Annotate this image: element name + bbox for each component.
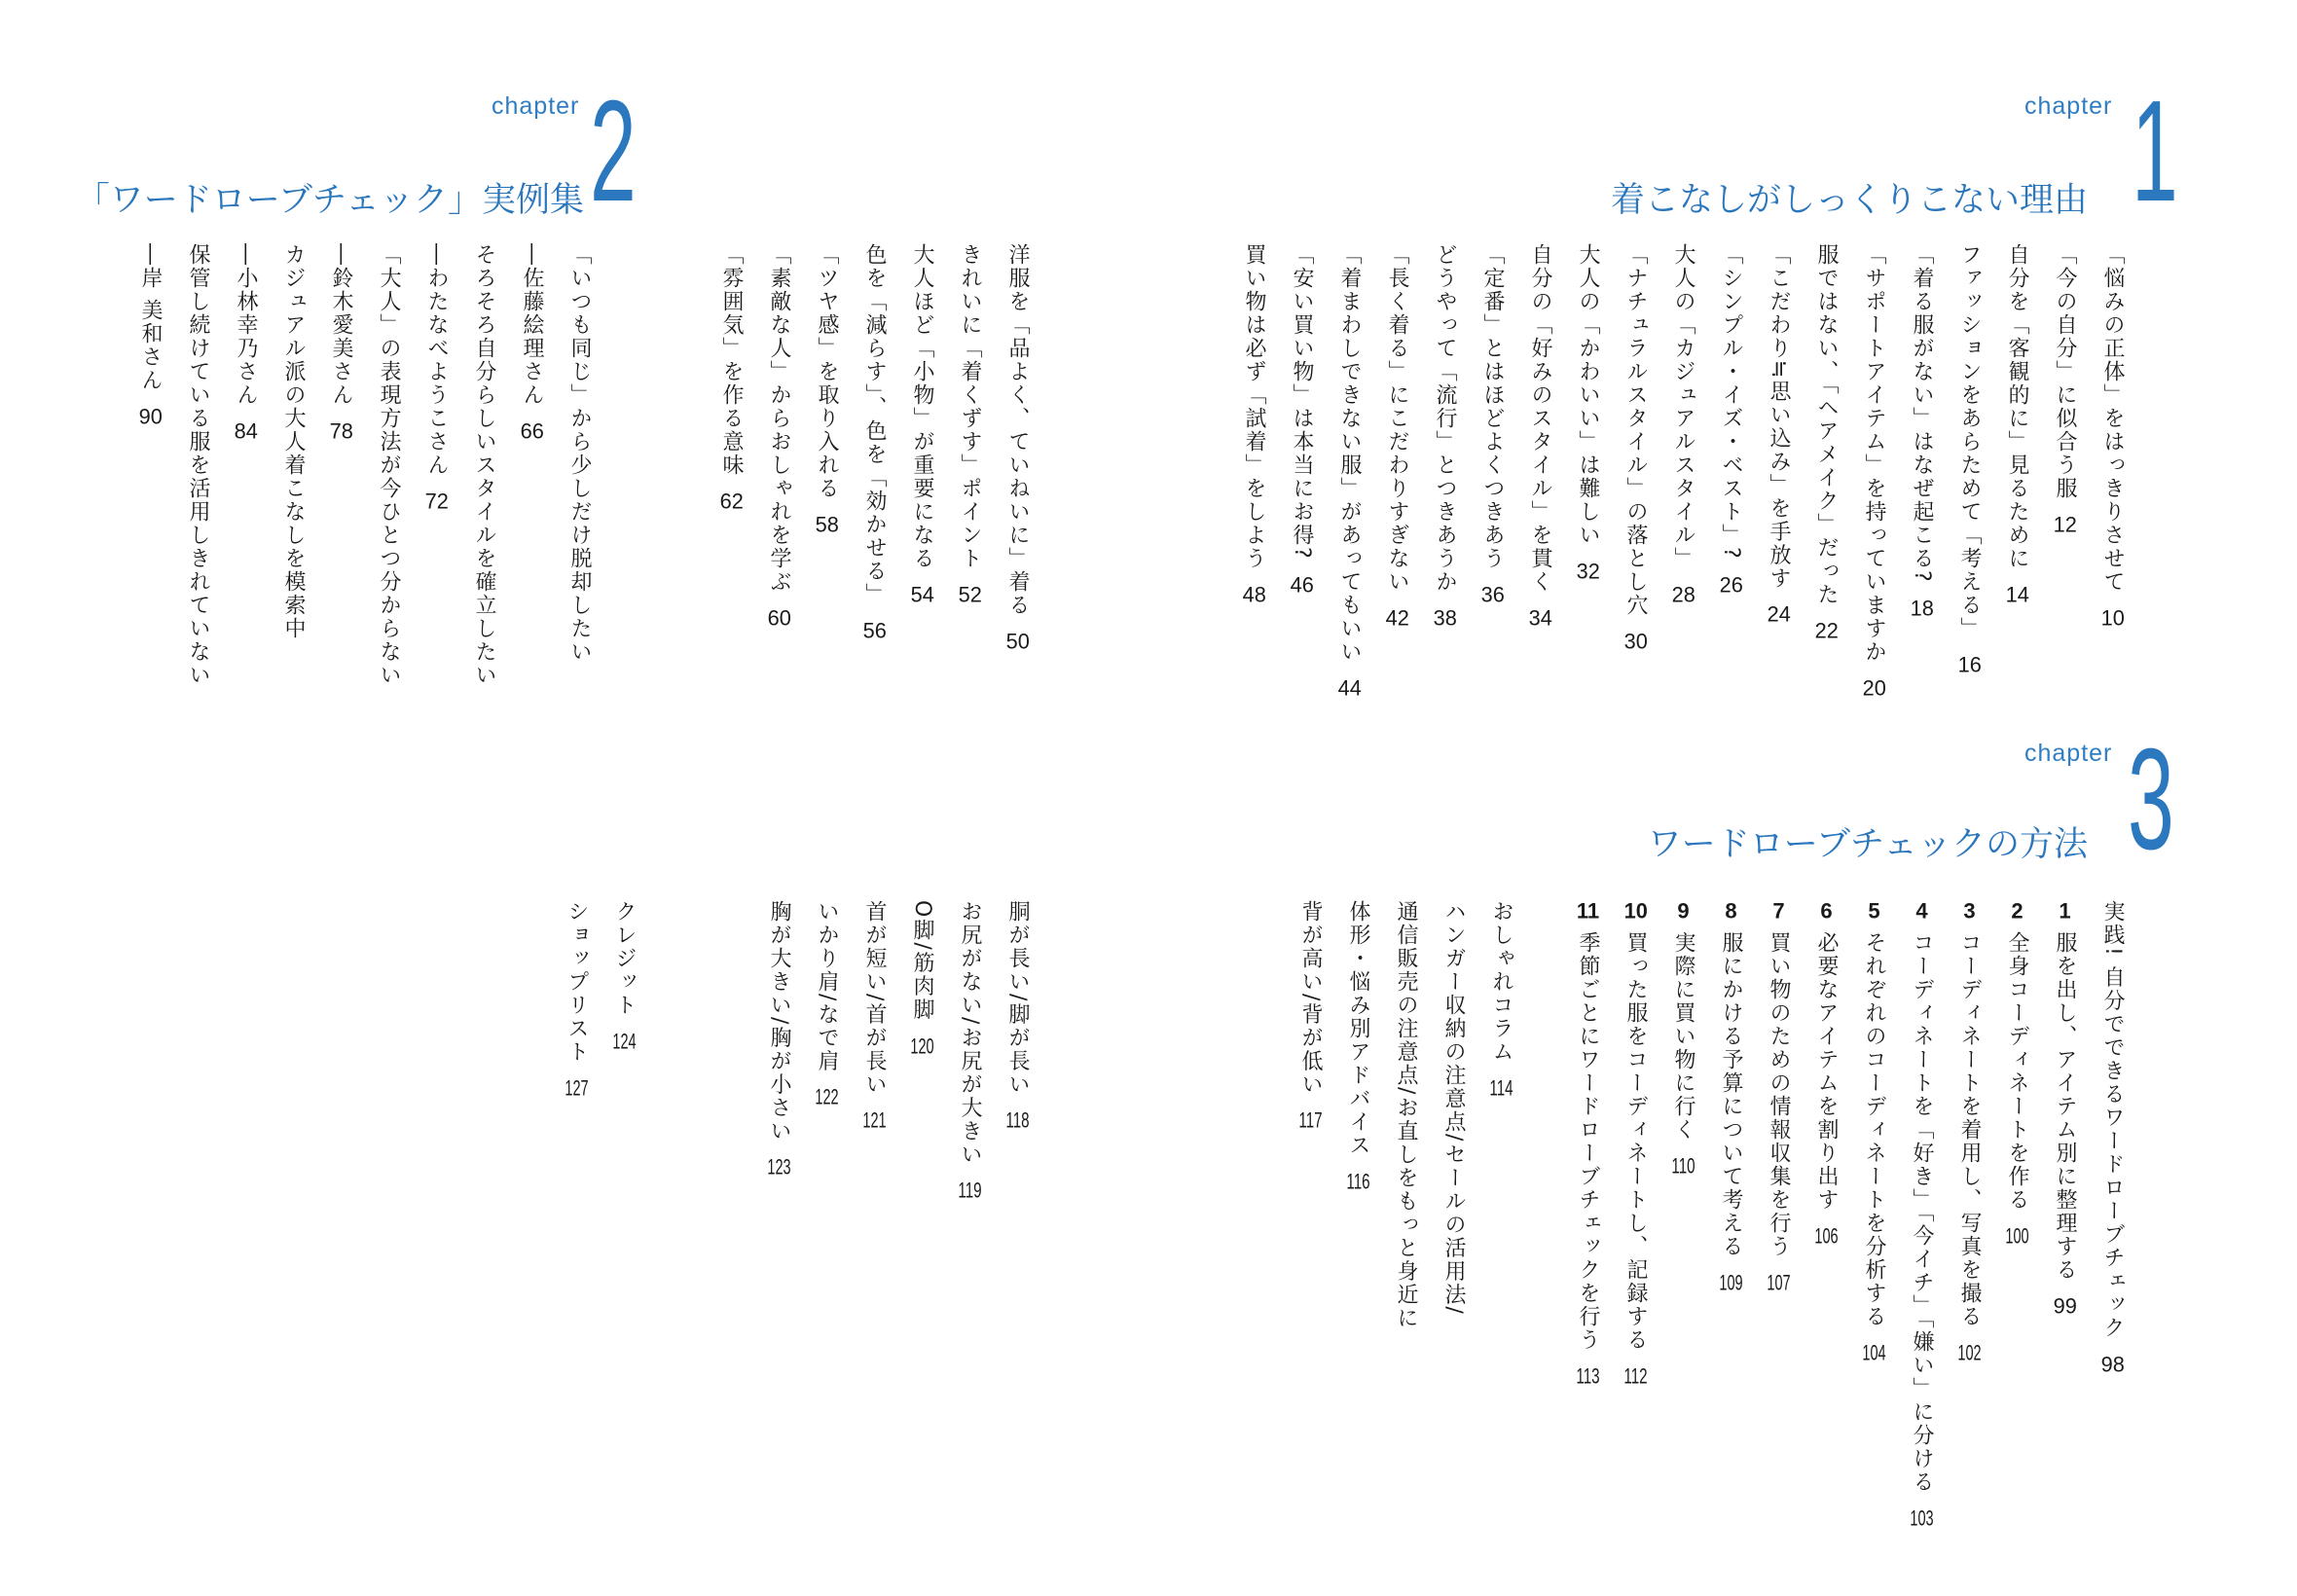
chapter-2-toc-list-b bbox=[122, 243, 599, 710]
toc-entry[interactable]: 3コーディネートを着用し、写真を撮る102 bbox=[1957, 900, 1982, 1363]
toc-entry[interactable]: 通信販売の注意点/お直しをもっと身近に bbox=[1394, 900, 1418, 1330]
toc-entry[interactable]: 「こだわり≒思い込み」を手放す24 bbox=[1767, 243, 1791, 626]
toc-entry[interactable]: 大人の「かわいい」は難しい32 bbox=[1576, 243, 1600, 582]
toc-entry[interactable]: ―わたなべようこさん72 bbox=[424, 243, 449, 512]
toc-entry[interactable]: どうやって「流行」とつきあうか38 bbox=[1433, 243, 1457, 629]
toc-entry[interactable]: ―鈴木愛美さん78 bbox=[329, 243, 353, 442]
toc-entry[interactable]: 11季節ごとにワードローブチェックを行う113 bbox=[1576, 900, 1600, 1387]
toc-entry[interactable]: お尻がない/お尻が大きい119 bbox=[958, 900, 982, 1202]
toc-entry[interactable]: 実践! 自分でできるワードローブチェック98 bbox=[2100, 900, 2125, 1375]
toc-entry[interactable]: ―小林幸乃さん84 bbox=[234, 243, 258, 442]
toc-entry[interactable]: 「悩みの正体」をはっきりさせて10 bbox=[2100, 243, 2125, 629]
toc-entry[interactable]: 「ツヤ感」を取り入れる58 bbox=[815, 243, 839, 535]
toc-entry[interactable]: きれいに「着くずす」ポイント52 bbox=[958, 243, 982, 605]
toc-entry[interactable]: ファッションをあらためて「考える」16 bbox=[1957, 243, 1982, 675]
chapter-1-number: 1 bbox=[2132, 71, 2178, 232]
toc-entry[interactable]: O脚/筋肉脚120 bbox=[910, 900, 934, 1057]
chapter-2-number: 2 bbox=[590, 71, 637, 232]
toc-entry[interactable]: 保管し続けている服を活用しきれていない bbox=[186, 243, 210, 687]
chapter-1-label: chapter bbox=[2024, 92, 2113, 120]
toc-entry[interactable]: 7買い物のための情報収集を行う107 bbox=[1767, 900, 1791, 1293]
toc-entry[interactable]: 「いつも同じ」から少しだけ脱却したい bbox=[567, 243, 592, 664]
toc-entry[interactable]: 8服にかける予算について考える109 bbox=[1719, 900, 1743, 1293]
toc-entry[interactable]: 洋服を「品よく、ていねいに」着る50 bbox=[1005, 243, 1030, 652]
toc-entry[interactable]: ―岸 美和さん90 bbox=[138, 243, 163, 427]
toc-entry[interactable]: 「サポートアイテム」を持っていますか20 bbox=[1862, 243, 1886, 699]
toc-entry[interactable]: 胴が長い/脚が長い118 bbox=[1005, 900, 1030, 1132]
toc-entry[interactable]: 大人の「カジュアルスタイル」28 bbox=[1671, 243, 1695, 605]
toc-entry[interactable]: いかり肩/なで肩122 bbox=[815, 900, 839, 1108]
toc-entry[interactable]: 色を「減らす」、色を「効かせる」56 bbox=[862, 243, 887, 641]
toc-entry[interactable]: 自分の「好みのスタイル」を貫く34 bbox=[1528, 243, 1552, 629]
toc-entry[interactable]: 「大人」の表現方法が今ひとつ分からない bbox=[377, 243, 401, 687]
toc-entry[interactable]: 「ナチュラルスタイル」の落とし穴30 bbox=[1623, 243, 1648, 652]
toc-entry[interactable]: 「長く着る」にこだわりすぎない42 bbox=[1385, 243, 1409, 629]
column-spacer bbox=[1520, 900, 1559, 1504]
toc-entry[interactable]: 体形・悩み別アドバイス116 bbox=[1346, 900, 1370, 1192]
column-spacer bbox=[643, 900, 750, 1504]
toc-entry[interactable]: 「着る服がない」はなぜ起こる?18 bbox=[1910, 243, 1934, 619]
chapter-2-label: chapter bbox=[492, 92, 580, 120]
toc-entry[interactable]: 背が高い/背が低い117 bbox=[1298, 900, 1323, 1132]
toc-entry[interactable]: 「安い買い物」は本当にお得?46 bbox=[1290, 243, 1314, 596]
chapter-3-toc-list bbox=[1282, 900, 2132, 1529]
chapter-2-header bbox=[0, 0, 1148, 234]
chapter-3-number: 3 bbox=[2128, 719, 2174, 880]
chapter-3-label: chapter bbox=[2024, 740, 2113, 767]
toc-entry[interactable]: 5それぞれのコーディネートを分析する104 bbox=[1862, 900, 1886, 1363]
toc-entry[interactable]: そろそろ自分らしいスタイルを確立したい bbox=[472, 243, 496, 687]
toc-entry[interactable]: 「シンプル・イズ・ベスト」?26 bbox=[1719, 243, 1743, 596]
toc-entry[interactable]: 「着まわしできない服」があってもいい44 bbox=[1337, 243, 1362, 699]
chapter-2-title[interactable]: 「ワードローブチェック」実例集 bbox=[75, 181, 584, 220]
toc-entry[interactable]: 「雰囲気」を作る意味62 bbox=[719, 243, 744, 512]
toc-entry[interactable]: 買い物は必ず「試着」をしよう48 bbox=[1242, 243, 1266, 605]
toc-entry[interactable]: 「素敵な人」からおしゃれを学ぶ60 bbox=[767, 243, 791, 629]
toc-entry[interactable]: ショップリスト127 bbox=[565, 900, 589, 1099]
toc-entry[interactable]: ハンガー収納の注意点/セールの活用法/ bbox=[1441, 900, 1466, 1316]
toc-entry[interactable]: 2全身コーディネートを作る100 bbox=[2005, 900, 2029, 1247]
toc-entry[interactable]: 胸が大きい/胸が小さい123 bbox=[767, 900, 791, 1179]
chapter-1-header bbox=[1148, 0, 2297, 234]
toc-entry[interactable]: カジュアル派の大人着こなしを模索中 bbox=[281, 243, 306, 640]
toc-entry[interactable]: 9実際に買い物に行く110 bbox=[1671, 900, 1695, 1177]
toc-entry[interactable]: おしゃれコラム114 bbox=[1489, 900, 1513, 1099]
chapter-1-title[interactable]: 着こなしがしっくりこない理由 bbox=[1610, 181, 2088, 220]
chapter-1-toc-list bbox=[1225, 243, 2132, 710]
chapter-3-title[interactable]: ワードローブチェックの方法 bbox=[1647, 825, 2088, 864]
toc-entry[interactable]: 4コーディネートを「好き」「今イチ」「嫌い」に分ける103 bbox=[1910, 900, 1934, 1529]
toc-entry[interactable]: 「定番」とはほどよくつきあう36 bbox=[1480, 243, 1505, 605]
toc-entry[interactable]: 6必要なアイテムを割り出す106 bbox=[1814, 900, 1839, 1247]
toc-entry[interactable]: クレジット124 bbox=[612, 900, 637, 1052]
toc-entry[interactable]: ―佐藤絵理さん66 bbox=[520, 243, 544, 442]
chapter-3-toc-list-continued bbox=[548, 900, 1037, 1504]
chapter-2-toc-list-a bbox=[703, 243, 1037, 710]
toc-entry[interactable]: 10買った服をコーディネートし、記録する112 bbox=[1623, 900, 1648, 1387]
right-page bbox=[1148, 0, 2297, 1596]
chapter-3-header bbox=[1148, 720, 2297, 895]
toc-entry[interactable]: 服ではない、「ヘアメイク」だった22 bbox=[1814, 243, 1839, 641]
toc-entry[interactable]: 首が短い/首が長い121 bbox=[862, 900, 887, 1132]
toc-entry[interactable]: 自分を「客観的に」見るために14 bbox=[2005, 243, 2029, 605]
toc-entry[interactable]: 大人ほど「小物」が重要になる54 bbox=[910, 243, 934, 605]
left-page bbox=[0, 0, 1148, 1596]
toc-entry[interactable]: 「今の自分」に似合う服12 bbox=[2053, 243, 2077, 535]
toc-entry[interactable]: 1服を出し、アイテム別に整理する99 bbox=[2053, 900, 2077, 1317]
